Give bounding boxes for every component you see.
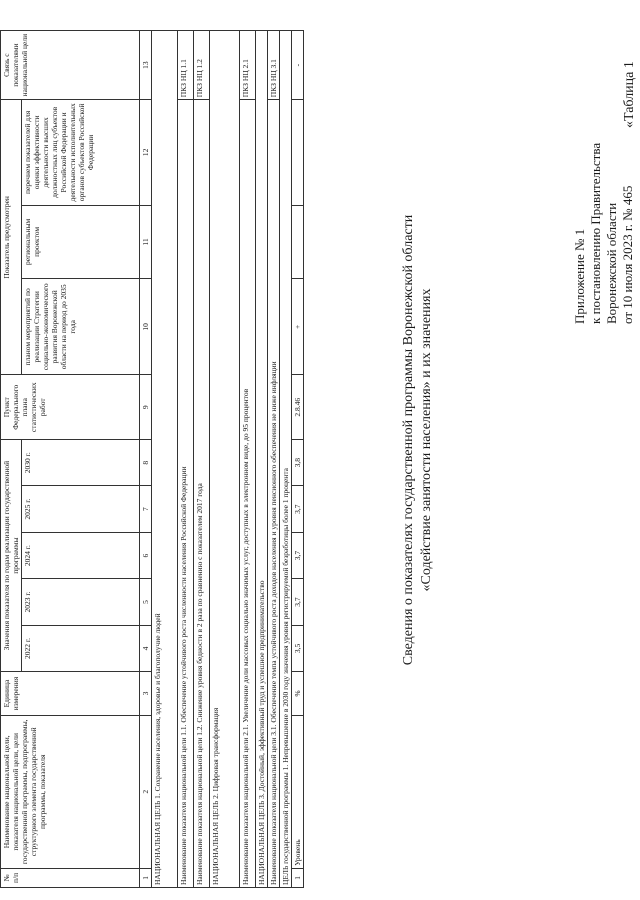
row-1-plan: 2.8.46	[292, 375, 304, 440]
col-num-4: 4	[140, 625, 152, 671]
table-row	[178, 31, 194, 888]
table-row	[292, 31, 304, 888]
title-line-1: Сведения о показателях государственной программы Воронежской области	[401, 214, 416, 666]
header-used-group: Показатель предусмотрен	[1, 100, 22, 375]
indicator-2-1: Наименование показателя национальной цели 2.1. Увеличение доли массовых социально значимых услуг, доступных в электронном виде, до 95 процентов	[240, 100, 256, 888]
header-strategy: планом мероприятий по реализации Стратегии социально-экономического развития Воронежской области на период до 2035 года	[22, 279, 140, 375]
col-num-8: 8	[140, 440, 152, 486]
row-1-regional	[292, 205, 304, 279]
header-2023: 2023 г.	[22, 579, 140, 625]
indicator-1-2: Наименование показателя национальной цели 1.2. Снижение уровня бедности в 2 раза по сравнению с показателем 2017 года	[194, 100, 210, 888]
row-1-2025: 3,7	[292, 486, 304, 532]
header-2030: 2030 г.	[22, 440, 140, 486]
table-row	[194, 31, 210, 888]
header-2022: 2022 г.	[22, 625, 140, 671]
indicators-table	[0, 30, 304, 888]
document-title	[400, 130, 436, 750]
indicator-1-1-link: ПКЗ НЦ 1.1	[178, 31, 194, 100]
header-unit: Единица измерения	[1, 672, 140, 716]
row-1-2023: 3,7	[292, 579, 304, 625]
col-num-7: 7	[140, 486, 152, 532]
header-num: № п/п	[1, 868, 140, 887]
table-label: «Таблица 1	[622, 61, 637, 128]
indicator-1-1: Наименование показателя национальной цели 1.1. Обеспечение устойчивого роста численности населения Российской Федерации	[178, 100, 194, 888]
header-link: Связь с показателями национальной цели	[1, 31, 140, 100]
col-num-13: 13	[140, 31, 152, 100]
col-num-1: 1	[140, 868, 152, 887]
table-row	[256, 31, 268, 888]
table-row	[210, 31, 240, 888]
header-plan: Пункт Федерального плана статистических работ	[1, 375, 140, 440]
table-row	[152, 31, 178, 888]
indicator-2-1-link: ПКЗ НЦ 2.1	[240, 31, 256, 100]
appendix-line-3: Воронежской области	[604, 202, 619, 324]
program-goal-1: ЦЕЛЬ государственной программы 1. Непревышение в 2030 году значения уровня регистрируемой безработицы более 1 процента	[280, 31, 292, 888]
title-line-2: «Содействие занятости населения» и их значениях	[419, 288, 434, 592]
col-num-5: 5	[140, 579, 152, 625]
col-num-9: 9	[140, 375, 152, 440]
row-1-name: Уровень	[292, 715, 304, 868]
appendix-line-4: от 10 июля 2023 г. № 465	[620, 185, 635, 324]
col-num-12: 12	[140, 100, 152, 205]
row-1-2030: 3,8	[292, 440, 304, 486]
header-values-group: Значения показателя по годам реализации государственной программы	[1, 440, 22, 672]
national-goal-3: НАЦИОНАЛЬНАЯ ЦЕЛЬ 3. Достойный, эффективный труд и успешное предпринимательство	[256, 31, 268, 888]
row-1-link: -	[292, 31, 304, 100]
col-num-6: 6	[140, 532, 152, 578]
appendix-line-2: к постановлению Правительства	[588, 142, 603, 324]
row-1-strategy: +	[292, 279, 304, 375]
header-2024: 2024 г.	[22, 532, 140, 578]
row-1-2022: 3,5	[292, 625, 304, 671]
indicator-1-2-link: ПКЗ НЦ 1.2	[194, 31, 210, 100]
col-num-3: 3	[140, 672, 152, 716]
col-num-11: 11	[140, 205, 152, 279]
national-goal-2: НАЦИОНАЛЬНАЯ ЦЕЛЬ 2. Цифровая трансформация	[210, 31, 240, 888]
table-row	[280, 31, 292, 888]
header-regional: региональным проектом	[22, 205, 140, 279]
row-1-assessment	[292, 100, 304, 205]
col-num-2: 2	[140, 715, 152, 868]
row-1-num: 1	[292, 868, 304, 887]
table-row	[240, 31, 256, 888]
header-name: Наименование национальной цели, показателя национальной цели, цели государственной программы, подпрограммы, структурного элемента государственной программы, показателя	[1, 715, 140, 868]
header-assessment: перечнем показателей для оценки эффективности деятельности высших должностных лиц субъектов Российской Федерации и деятельности исполнительных органов субъектов Российской Федерации	[22, 100, 140, 205]
header-2025: 2025 г.	[22, 486, 140, 532]
row-1-2024: 3,7	[292, 532, 304, 578]
indicator-3-1-link: ПКЗ НЦ 3.1	[268, 31, 280, 100]
table-row	[268, 31, 280, 888]
column-numbers-row	[140, 31, 152, 888]
appendix-line-1: Приложение № 1	[572, 228, 587, 324]
national-goal-1: НАЦИОНАЛЬНАЯ ЦЕЛЬ 1. Сохранение населения, здоровье и благополучие людей	[152, 31, 178, 888]
indicator-3-1: Наименование показателя национальной цели 3.1. Обеспечение темпа устойчивого роста доходов населения и уровня пенсионного обеспечения не ниже инфляции	[268, 100, 280, 888]
row-1-unit: %	[292, 672, 304, 716]
col-num-10: 10	[140, 279, 152, 375]
